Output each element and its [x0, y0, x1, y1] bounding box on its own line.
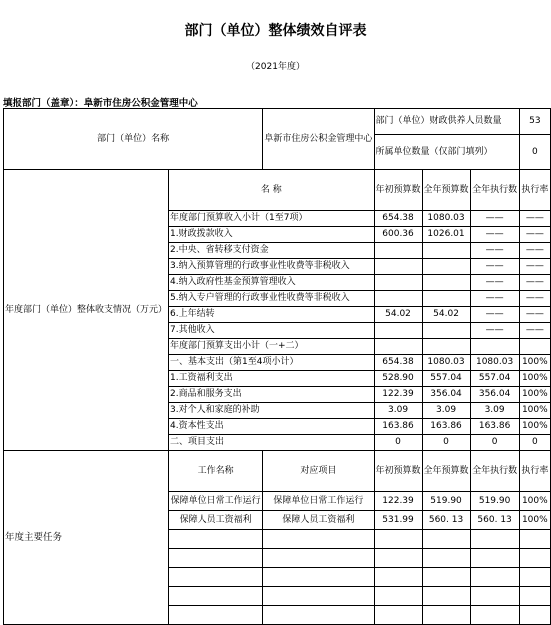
task-item — [263, 587, 374, 606]
budget-item-name: 1.财政拨款收入 — [169, 227, 375, 243]
budget-exec-value — [470, 339, 519, 355]
task-full-value — [422, 587, 470, 606]
budget-item-name: 6.上年结转 — [169, 307, 375, 323]
col-exec-header: 全年执行数 — [470, 170, 519, 211]
budget-item-name: 4.资本性支出 — [169, 419, 375, 435]
task-rate-value — [519, 587, 550, 606]
col-task-exec-header: 全年执行数 — [470, 451, 519, 492]
task-name — [169, 568, 263, 587]
budget-initial-value — [374, 323, 422, 339]
task-initial-value: 531.99 — [374, 511, 422, 530]
task-name — [169, 549, 263, 568]
subunit-count-label: 所属单位数量（仅部门填列） — [374, 135, 519, 170]
task-initial-value — [374, 530, 422, 549]
budget-item-name: 3.纳入预算管理的行政事业性收费等非税收入 — [169, 259, 375, 275]
task-exec-value — [470, 549, 519, 568]
dept-name-label: 部门（单位）名称 — [4, 109, 263, 170]
budget-exec-value: 163.86 — [470, 419, 519, 435]
budget-full-value: 3.09 — [422, 403, 470, 419]
tasks-header-row — [4, 451, 551, 492]
budget-exec-value: 0 — [470, 435, 519, 451]
budget-exec-value: —— — [470, 323, 519, 339]
col-task-rate-header: 执行率 — [519, 451, 550, 492]
tasks-side-label: 年度主要任务 — [4, 451, 169, 625]
budget-item-name: 年度部门预算支出小计（一+二） — [169, 339, 375, 355]
task-item — [263, 606, 374, 625]
task-name — [169, 530, 263, 549]
budget-initial-value: 0 — [374, 435, 422, 451]
task-rate-value: 100% — [519, 511, 550, 530]
budget-full-value — [422, 323, 470, 339]
subunit-count-value: 0 — [519, 135, 550, 170]
budget-full-value: 1026.01 — [422, 227, 470, 243]
budget-full-value — [422, 243, 470, 259]
col-item-header: 对应项目 — [263, 451, 374, 492]
task-exec-value — [470, 568, 519, 587]
budget-initial-value — [374, 339, 422, 355]
task-item: 保障人员工资福利 — [263, 511, 374, 530]
task-full-value: 560. 13 — [422, 511, 470, 530]
reporting-unit: 填报部门（盖章）：阜新市住房公积金管理中心 — [3, 98, 198, 109]
budget-rate-value: —— — [519, 291, 550, 307]
budget-full-value: 557.04 — [422, 371, 470, 387]
budget-rate-value: —— — [519, 275, 550, 291]
budget-rate-value — [519, 339, 550, 355]
budget-item-name: 3.对个人和家庭的补助 — [169, 403, 375, 419]
task-exec-value: 560. 13 — [470, 511, 519, 530]
page-title: 部门（单位）整体绩效自评表 — [184, 23, 367, 39]
task-rate-value — [519, 568, 550, 587]
staff-count-label: 部门（单位）财政供养人员数量 — [374, 109, 519, 135]
budget-rate-value: —— — [519, 211, 550, 227]
col-task-initial-header: 年初预算数 — [374, 451, 422, 492]
task-rate-value — [519, 530, 550, 549]
budget-item-name: 年度部门预算收入小计（1至7项） — [169, 211, 375, 227]
task-full-value — [422, 549, 470, 568]
budget-item-name: 1.工资福利支出 — [169, 371, 375, 387]
task-exec-value — [470, 530, 519, 549]
budget-full-value — [422, 259, 470, 275]
task-rate-value — [519, 549, 550, 568]
budget-item-name: 2.中央、省转移支付资金 — [169, 243, 375, 259]
budget-full-value — [422, 291, 470, 307]
task-full-value — [422, 568, 470, 587]
task-name — [169, 606, 263, 625]
budget-full-value: 0 — [422, 435, 470, 451]
budget-rate-value: 100% — [519, 387, 550, 403]
budget-initial-value — [374, 291, 422, 307]
task-name: 保障单位日常工作运行 — [169, 492, 263, 511]
budget-full-value — [422, 275, 470, 291]
col-initial-header: 年初预算数 — [374, 170, 422, 211]
budget-initial-value — [374, 275, 422, 291]
budget-rate-value: 100% — [519, 419, 550, 435]
budget-exec-value: 3.09 — [470, 403, 519, 419]
budget-exec-value: —— — [470, 227, 519, 243]
task-initial-value — [374, 568, 422, 587]
col-task-header: 工作名称 — [169, 451, 263, 492]
budget-rate-value: —— — [519, 323, 550, 339]
budget-item-name: 二、项目支出 — [169, 435, 375, 451]
budget-exec-value: 557.04 — [470, 371, 519, 387]
budget-rate-value: 0 — [519, 435, 550, 451]
budget-item-name: 一、基本支出（第1至4项小计） — [169, 355, 375, 371]
budget-initial-value: 163.86 — [374, 419, 422, 435]
budget-rate-value: 100% — [519, 371, 550, 387]
budget-exec-value: —— — [470, 211, 519, 227]
task-item — [263, 530, 374, 549]
task-full-value — [422, 530, 470, 549]
task-rate-value: 100% — [519, 492, 550, 511]
budget-full-value: 1080.03 — [422, 355, 470, 371]
budget-initial-value: 654.38 — [374, 355, 422, 371]
budget-exec-value: 1080.03 — [470, 355, 519, 371]
budget-exec-value: 356.04 — [470, 387, 519, 403]
budget-exec-value: —— — [470, 259, 519, 275]
budget-item-name: 2.商品和服务支出 — [169, 387, 375, 403]
budget-initial-value: 122.39 — [374, 387, 422, 403]
performance-table — [3, 108, 551, 625]
budget-header-row — [4, 170, 551, 211]
header-row-staff — [4, 109, 551, 135]
budget-initial-value: 54.02 — [374, 307, 422, 323]
budget-item-name: 4.纳入政府性基金预算管理收入 — [169, 275, 375, 291]
col-full-header: 全年预算数 — [422, 170, 470, 211]
dept-name-value: 阜新市住房公积金管理中心 — [263, 109, 374, 170]
budget-exec-value: —— — [470, 275, 519, 291]
task-name: 保障人员工资福利 — [169, 511, 263, 530]
task-exec-value — [470, 587, 519, 606]
task-initial-value — [374, 549, 422, 568]
budget-rate-value: 100% — [519, 403, 550, 419]
budget-initial-value: 600.36 — [374, 227, 422, 243]
task-full-value: 519.90 — [422, 492, 470, 511]
task-exec-value: 519.90 — [470, 492, 519, 511]
task-full-value — [422, 606, 470, 625]
task-initial-value — [374, 606, 422, 625]
budget-full-value: 1080.03 — [422, 211, 470, 227]
task-item: 保障单位日常工作运行 — [263, 492, 374, 511]
col-name-header: 名 称 — [169, 170, 375, 211]
budget-rate-value: 100% — [519, 355, 550, 371]
budget-initial-value — [374, 243, 422, 259]
col-rate-header: 执行率 — [519, 170, 550, 211]
task-item — [263, 549, 374, 568]
col-task-full-header: 全年预算数 — [422, 451, 470, 492]
budget-full-value: 356.04 — [422, 387, 470, 403]
budget-initial-value — [374, 259, 422, 275]
budget-full-value: 54.02 — [422, 307, 470, 323]
task-exec-value — [470, 606, 519, 625]
budget-full-value — [422, 339, 470, 355]
staff-count-value: 53 — [519, 109, 550, 135]
report-year: （2021年度） — [246, 62, 305, 72]
budget-initial-value: 654.38 — [374, 211, 422, 227]
task-initial-value — [374, 587, 422, 606]
budget-item-name: 7.其他收入 — [169, 323, 375, 339]
task-name — [169, 587, 263, 606]
budget-side-label: 年度部门（单位）整体收支情况（万元） — [4, 170, 169, 451]
budget-rate-value: —— — [519, 307, 550, 323]
budget-exec-value: —— — [470, 291, 519, 307]
budget-item-name: 5.纳入专户管理的行政事业性收费等非税收入 — [169, 291, 375, 307]
budget-exec-value: —— — [470, 243, 519, 259]
budget-exec-value: —— — [470, 307, 519, 323]
budget-initial-value: 528.90 — [374, 371, 422, 387]
budget-rate-value: —— — [519, 227, 550, 243]
budget-rate-value: —— — [519, 243, 550, 259]
budget-rate-value: —— — [519, 259, 550, 275]
task-rate-value — [519, 606, 550, 625]
task-item — [263, 568, 374, 587]
budget-initial-value: 3.09 — [374, 403, 422, 419]
task-initial-value: 122.39 — [374, 492, 422, 511]
budget-full-value: 163.86 — [422, 419, 470, 435]
